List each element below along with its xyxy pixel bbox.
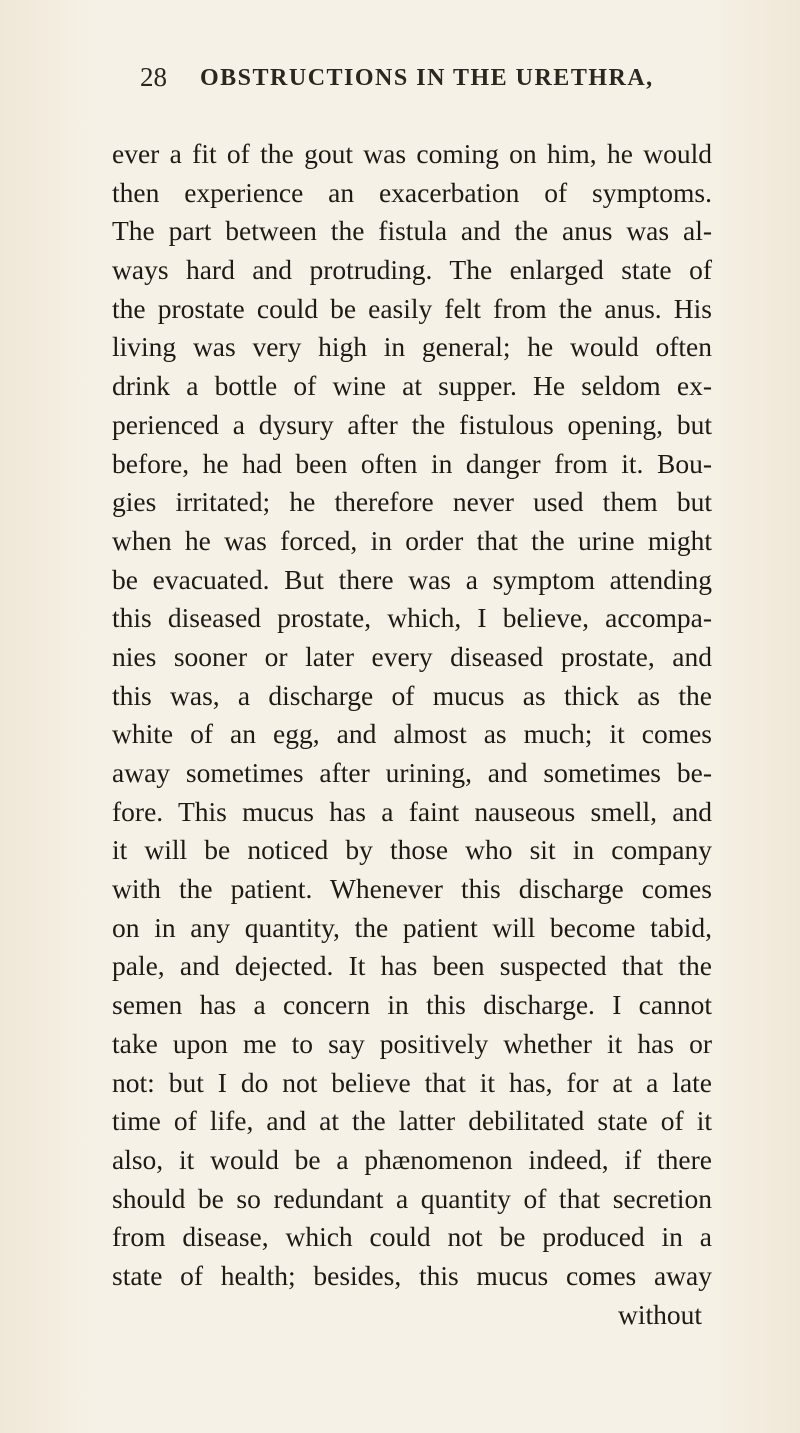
text-line: ever a fit of the gout was coming on him, he would [112, 138, 712, 169]
text-line: it will be noticed by those who sit in company [112, 834, 712, 866]
body-text [112, 135, 712, 1334]
text-line: not: but I do not believe that it has, for at a late [112, 1066, 712, 1098]
text-line: from disease, which could not be produced in a [112, 1221, 712, 1253]
text-line: nies sooner or later every diseased prostate, and [112, 640, 712, 672]
text-line: take upon me to say positively whether it has or [112, 1027, 712, 1059]
chapter-title: OBSTRUCTIONS IN THE URETHRA, [200, 65, 654, 91]
text-line: white of an egg, and almost as much; it comes [112, 718, 712, 750]
text-line: this diseased prostate, which, I believe, accompa- [112, 602, 712, 634]
text-line: time of life, and at the latter debilitated state of it [112, 1105, 712, 1137]
text-line: gies irritated; he therefore never used them but [112, 486, 712, 518]
text-line: perienced a dysury after the fistulous opening, but [112, 408, 712, 440]
text-line: should be so redundant a quantity of that secretion [112, 1182, 712, 1214]
text-line: the prostate could be easily felt from the anus. His [112, 292, 712, 324]
text-line: when he was forced, in order that the urine might [112, 524, 712, 556]
text-line: on in any quantity, the patient will become tabid, [112, 911, 712, 943]
page-number: 28 [140, 62, 167, 92]
text-line: state of health; besides, this mucus comes away [112, 1259, 712, 1291]
running-head [0, 62, 800, 102]
catchword: without [617, 1298, 702, 1330]
text-line: The part between the fistula and the anus was al- [112, 215, 712, 247]
text-line: away sometimes after urining, and sometimes be- [112, 757, 712, 788]
text-line: living was very high in general; he would often [112, 331, 712, 363]
text-line: before, he had been often in danger from it. Bou- [112, 447, 712, 479]
text-line: be evacuated. But there was a symptom attending [112, 563, 712, 595]
text-line: this was, a discharge of mucus as thick as the [112, 679, 712, 711]
text-line: with the patient. Whenever this discharge comes [112, 873, 712, 905]
text-line: ways hard and protruding. The enlarged state of [112, 254, 712, 286]
text-line: fore. This mucus has a faint nauseous smell, and [112, 795, 712, 827]
text-line: then experience an exacerbation of symptoms. [112, 176, 712, 208]
text-line: pale, and dejected. It has been suspected that the [112, 950, 712, 982]
text-line: drink a bottle of wine at supper. He seldom ex- [112, 370, 712, 402]
text-line: also, it would be a phænomenon indeed, if there [112, 1143, 712, 1175]
text-line: semen has a concern in this discharge. I cannot [112, 989, 712, 1021]
